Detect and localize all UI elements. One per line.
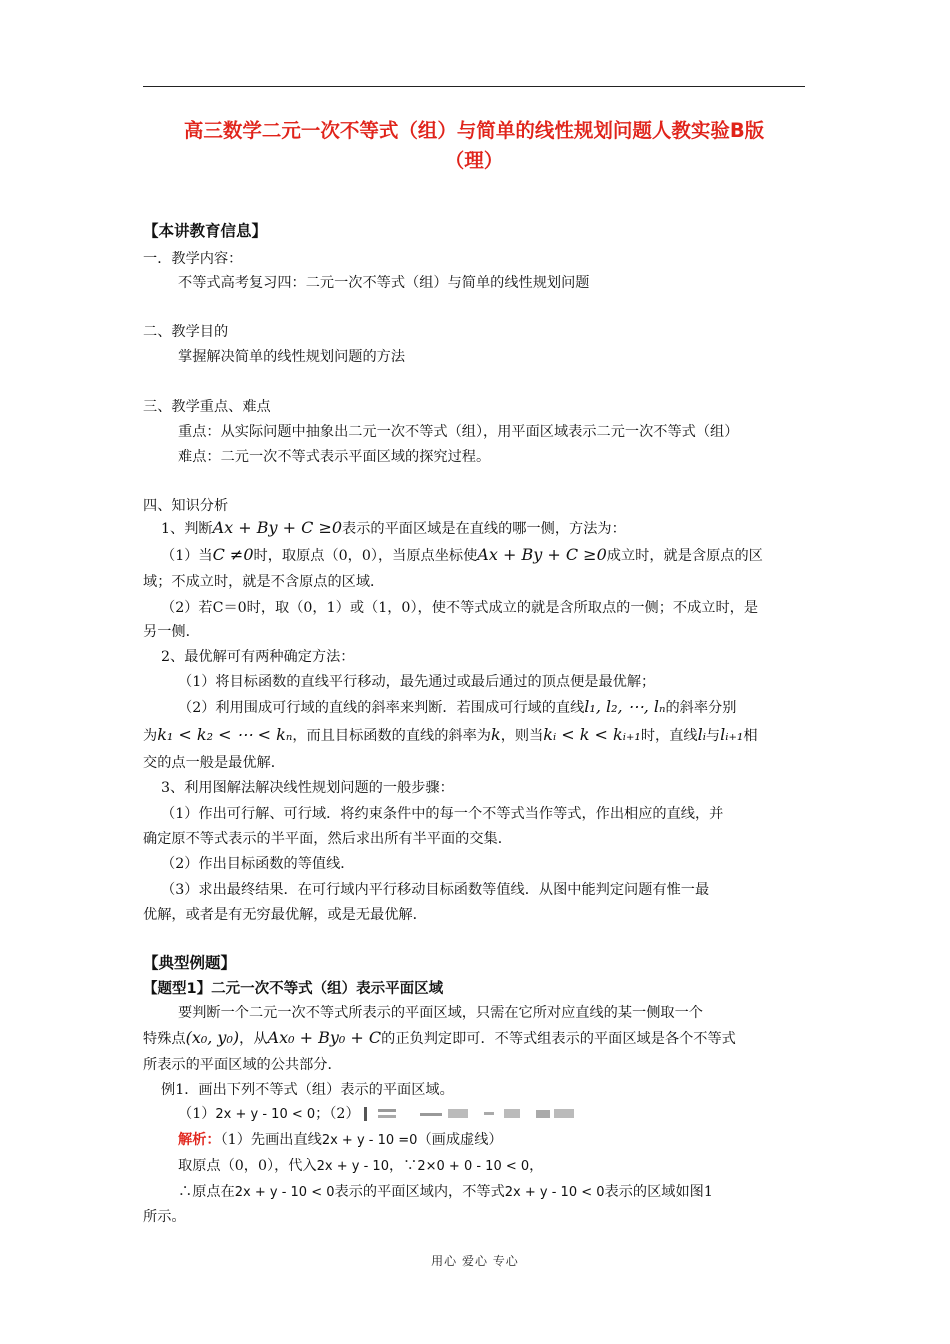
formula-k: k [490,725,501,744]
knowledge-item-1-2-cont: 另一侧． [143,624,200,640]
knowledge-item-1-2: （2）若C＝0时，取（0，1）或（1，0），使不等式成立的就是含所取点的一侧；不成立时，是 [161,600,759,616]
formula-line: 2x + y - 10 =0 [321,1133,418,1148]
text: 成立时，就是含原点的区 [606,548,763,564]
formula-point: (x₀, y₀) [185,1028,240,1047]
text: ，∵ [388,1158,418,1174]
formula-lines: l₁, l₂, ⋯, lₙ [584,697,666,716]
formula-c-nonzero: C ≠0 [212,545,254,564]
text: 与 [705,728,721,744]
document-title [143,116,805,176]
knowledge-item-3: 3、利用图解法解决线性规划问题的一般步骤： [161,780,454,796]
formula-inequality: Ax + By + C ≥0 [212,518,343,537]
text: 表示的平面区域是在直线的哪一侧，方法为： [342,521,626,537]
problem-type-1-text-cont [143,1028,736,1049]
text: ， [529,1158,544,1174]
solution-line-3 [178,1182,713,1203]
solution-line-4: 所示。 [143,1209,186,1225]
text: 【题型1】 [143,981,212,997]
knowledge-item-3-3: （3）求出最终结果．在可行域内平行移动目标函数等值线．从图中能判定问题有惟一最 [161,882,710,898]
text: 相 [743,728,758,744]
text: 1、判断 [161,521,213,537]
formula-substitution: 2×0 + 0 - 10 < 0 [417,1159,530,1174]
section-education-info: 【本讲教育信息】 [143,222,268,240]
heading-knowledge-analysis: 四、知识分析 [143,498,229,514]
example-1-heading: 例1．画出下列不等式（组）表示的平面区域。 [161,1082,454,1098]
problem-type-1-heading [143,979,443,999]
knowledge-item-3-2: （2）作出目标函数的等值线． [161,856,355,872]
formula-expression: 2x + y - 10 [316,1159,389,1174]
knowledge-item-3-3-cont: 优解，或者是有无穷最优解，或是无最优解． [143,907,427,923]
page-footer: 用心 爱心 专心 [431,1254,519,1268]
text: 二元一次不等式（组）表示平面区域 [211,981,444,997]
text: （1）先画出直线 [220,1132,322,1148]
text: （2）利用围成可行域的直线的斜率来判断．若围成可行域的直线 [178,700,585,716]
formula-inequality-1: 2x + y - 10 < 0 [215,1107,316,1122]
knowledge-item-2-2-cont [143,725,758,746]
teaching-content-text: 不等式高考复习四：二元一次不等式（组）与简单的线性规划问题 [178,275,590,291]
knowledge-item-1 [161,518,626,539]
heading-key-points: 三、教学重点、难点 [143,399,271,415]
knowledge-item-2-2 [178,697,736,718]
solution-line-2 [178,1156,543,1177]
knowledge-item-1-1-cont: 域；不成立时，就是不含原点的区域． [143,574,385,590]
heading-teaching-purpose: 二、教学目的 [143,324,229,340]
formula-inequality: 2x + y - 10 < 0 [234,1185,335,1200]
garbled-formula-image [364,1106,596,1122]
text: （1） [178,1106,216,1122]
text: ；（2） [315,1106,360,1122]
formula-expression: Ax₀ + By₀ + C [267,1028,382,1047]
text: 取原点（0，0），代入 [178,1158,317,1174]
title-line-1: 高三数学二元一次不等式（组）与简单的线性规划问题人教实验B版 [183,119,765,142]
text: ∴原点在 [178,1184,235,1200]
formula-li1: lᵢ₊₁ [720,725,744,744]
text: 时，取原点（0，0），当原点坐标使 [253,548,478,564]
text: 时，直线 [640,728,698,744]
formula-li: lᵢ [697,725,706,744]
text: ，而且目标函数的直线的斜率为 [292,728,491,744]
difficulty-text: 难点：二元一次不等式表示平面区域的探究过程。 [178,449,491,465]
text: ，从 [239,1031,268,1047]
title-line-2: （理） [444,149,504,172]
key-point-text: 重点：从实际问题中抽象出二元一次不等式（组），用平面区域表示二元一次不等式（组） [178,424,739,440]
formula-slope-range: kᵢ < k < kᵢ₊₁ [543,725,641,744]
text: （画成虚线） [417,1132,503,1148]
solution-label: 解析： [178,1132,221,1148]
text: 特殊点 [143,1031,186,1047]
knowledge-item-2: 2、最优解可有两种确定方法： [161,649,355,665]
text: 表示的区域如图1 [604,1184,713,1200]
problem-type-1-text-end: 所表示的平面区域的公共部分． [143,1057,342,1073]
problem-type-1-text: 要判断一个二元一次不等式所表示的平面区域，只需在它所对应直线的某一侧取一个 [178,1005,703,1021]
knowledge-item-3-1-cont: 确定原不等式表示的半平面，然后求出所有半平面的交集． [143,831,512,847]
knowledge-item-2-1: （1）将目标函数的直线平行移动，最先通过或最后通过的顶点便是最优解； [178,674,656,690]
knowledge-item-3-1: （1）作出可行解、可行域．将约束条件中的每一个不等式当作等式，作出相应的直线，并 [161,806,724,822]
text: 表示的平面区域内，不等式 [334,1184,505,1200]
knowledge-item-2-2-end: 交的点一般是最优解． [143,755,285,771]
text: 的斜率分别 [665,700,737,716]
heading-teaching-content: 一．教学内容： [143,251,243,267]
example-1-parts [178,1104,596,1125]
solution-line-1 [178,1130,503,1151]
teaching-purpose-text: 掌握解决简单的线性规划问题的方法 [178,349,406,365]
text: 为 [143,728,158,744]
formula-inequality: 2x + y - 10 < 0 [504,1185,605,1200]
section-typical-examples: 【典型例题】 [143,954,237,972]
text: ，则当 [500,728,544,744]
knowledge-item-1-1 [161,545,763,566]
formula-slopes: k₁ < k₂ < ⋯ < kₙ [157,725,293,744]
text: 的正负判定即可．不等式组表示的平面区域是各个不等式 [381,1031,736,1047]
header-rule [143,86,805,87]
formula-inequality: Ax + By + C ≥0 [477,545,607,564]
text: （1）当 [161,548,213,564]
